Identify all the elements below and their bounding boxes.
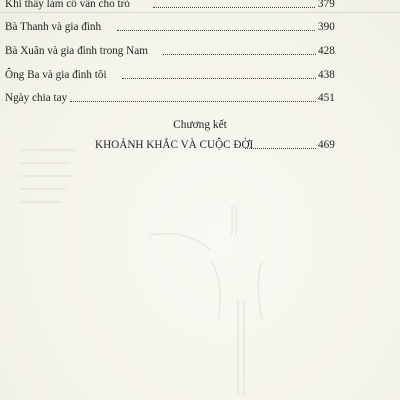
toc-entry-title: Ông Ba và gia đình tôi bbox=[5, 69, 107, 81]
toc-entry-title: Khi thầy làm cố vấn cho trò bbox=[5, 0, 130, 10]
toc-entry-page: 390 bbox=[318, 21, 335, 33]
epilogue-title: KHOẢNH KHẮC VÀ CUỘC ĐỜI bbox=[95, 139, 254, 151]
toc-entry[interactable] bbox=[0, 0, 400, 12]
toc-dot-leader bbox=[122, 78, 316, 79]
toc-dot-leader bbox=[163, 54, 316, 55]
toc-dot-leader bbox=[153, 7, 315, 8]
toc-entry[interactable] bbox=[0, 43, 400, 59]
toc-epilogue-entry[interactable] bbox=[0, 137, 400, 153]
toc-entry[interactable] bbox=[0, 90, 400, 106]
toc-dot-leader bbox=[245, 148, 316, 149]
toc-entry-page: 428 bbox=[318, 45, 335, 57]
toc-dot-leader bbox=[70, 101, 316, 102]
epilogue-heading: Chương kết bbox=[173, 119, 227, 131]
toc-entry-title: Bà Xuân và gia đình trong Nam bbox=[5, 45, 148, 57]
divider bbox=[0, 12, 400, 13]
toc-entry-title: Ngày chia tay bbox=[5, 92, 68, 104]
toc-entry[interactable] bbox=[0, 19, 400, 35]
toc-dot-leader bbox=[117, 30, 315, 31]
toc-entry[interactable] bbox=[0, 67, 400, 83]
toc-entry-page: 379 bbox=[318, 0, 335, 10]
epilogue-page: 469 bbox=[318, 139, 335, 151]
toc-entry-page: 451 bbox=[318, 92, 335, 104]
toc-entry-page: 438 bbox=[318, 69, 335, 81]
toc-entry-title: Bà Thanh và gia đình bbox=[5, 21, 102, 33]
